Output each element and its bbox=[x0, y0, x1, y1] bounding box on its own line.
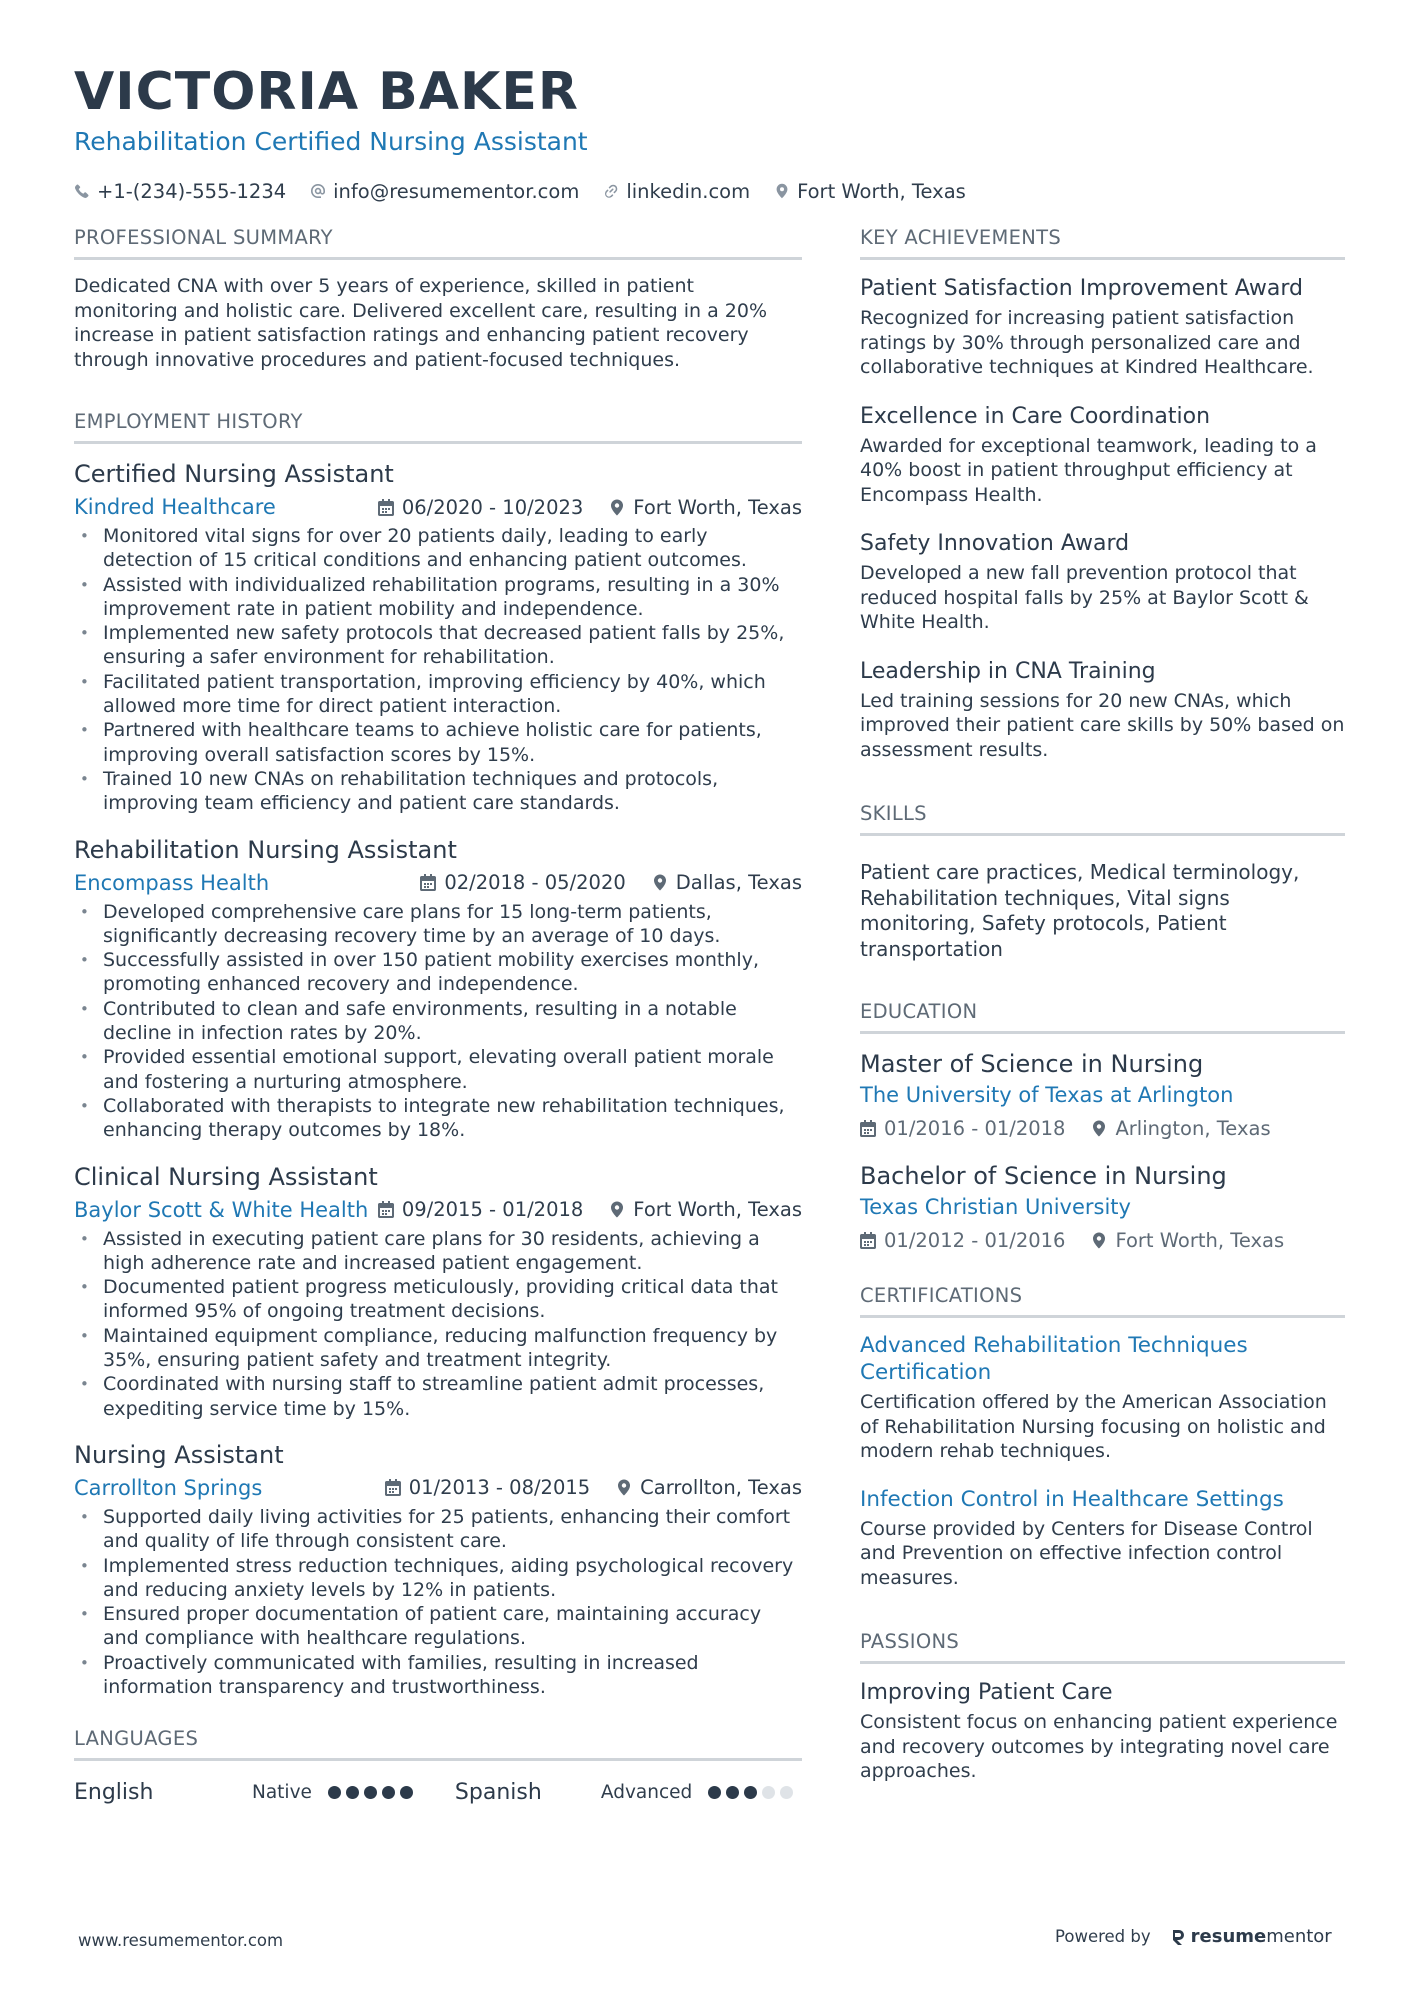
achievement-item bbox=[860, 274, 1345, 380]
job-bullets bbox=[74, 1505, 802, 1699]
job-bullet: • Ensured proper documentation of patient care, maintaining accuracy and compliance with healthcare regulations. bbox=[74, 1602, 802, 1651]
job-title: Clinical Nursing Assistant bbox=[74, 1162, 378, 1191]
job-dates-text: 09/2015 - 01/2018 bbox=[401, 1198, 584, 1222]
certification-title: Infection Control in Healthcare Settings bbox=[860, 1486, 1284, 1512]
rating-dot-filled bbox=[328, 1786, 341, 1799]
education-section bbox=[860, 1000, 1345, 1254]
contact-email-text[interactable]: info@resumementor.com bbox=[333, 179, 580, 203]
education-meta bbox=[860, 1226, 1345, 1254]
job-dates bbox=[385, 1476, 590, 1499]
passions-section bbox=[860, 1630, 1345, 1784]
job-bullet: • Collaborated with therapists to integrate new rehabilitation techniques, enhancing therapy outcomes by 18%. bbox=[74, 1094, 802, 1143]
job-entry bbox=[74, 1439, 802, 1699]
job-bullet: • Supported daily living activities for 25 patients, enhancing their comfort and quality of life through consistent care. bbox=[74, 1505, 802, 1554]
language-rating bbox=[708, 1786, 793, 1799]
rating-dot-filled bbox=[744, 1786, 757, 1799]
job-bullet: • Coordinated with nursing staff to streamline patient admit processes, expediting service time by 15%. bbox=[74, 1372, 802, 1421]
summary-heading: PROFESSIONAL SUMMARY bbox=[74, 226, 802, 260]
job-bullet: • Documented patient progress meticulously, providing critical data that informed 95% of ongoing treatment decisions. bbox=[74, 1275, 802, 1324]
certification-desc: Course provided by Centers for Disease Control and Prevention on effective infection control measures. bbox=[860, 1517, 1313, 1589]
achievements-heading: KEY ACHIEVEMENTS bbox=[860, 226, 1345, 260]
job-bullet: • Successfully assisted in over 150 patient mobility exercises monthly, promoting enhanced recovery and independence. bbox=[74, 948, 802, 997]
job-location-text: Fort Worth, Texas bbox=[633, 1198, 802, 1222]
achievement-desc: Recognized for increasing patient satisfaction ratings by 30% through personalized care and collaborative techniques at Kindred Healthcare. bbox=[860, 307, 1314, 378]
job-meta bbox=[74, 1473, 802, 1503]
job-bullet: • Trained 10 new CNAs on rehabilitation techniques and protocols, improving team efficiency and patient care standards. bbox=[74, 767, 802, 816]
certification-desc: Certification offered by the American Association of Rehabilitation Nursing focusing on holistic and modern rehab techniques. bbox=[860, 1391, 1327, 1462]
education-dates bbox=[860, 1229, 1065, 1252]
job-meta bbox=[74, 492, 802, 522]
job-bullets bbox=[74, 1227, 802, 1421]
language-rating bbox=[328, 1786, 413, 1799]
achievement-desc: Led training sessions for 20 new CNAs, which improved their patient care skills by 50% based on assessment results. bbox=[860, 689, 1345, 761]
job-bullet: • Assisted with individualized rehabilitation programs, resulting in a 30% improvement rate in patient mobility and independence. bbox=[74, 573, 802, 622]
job-dates-text: 06/2020 - 10/2023 bbox=[401, 495, 584, 519]
calendar-icon bbox=[860, 1120, 876, 1137]
employment-heading: EMPLOYMENT HISTORY bbox=[74, 410, 802, 444]
education-meta bbox=[860, 1114, 1345, 1142]
skills-text: Patient care practices, Medical terminology, Rehabilitation techniques, Vital signs monitoring, Safety protocols, Patient transportation bbox=[860, 860, 1300, 961]
education-degree: Master of Science in Nursing bbox=[860, 1050, 1204, 1078]
achievement-title: Patient Satisfaction Improvement Award bbox=[860, 276, 1303, 301]
job-bullet: • Implemented new safety protocols that decreased patient falls by 25%, ensuring a safer environment for rehabilitation. bbox=[74, 621, 802, 670]
achievement-desc: Developed a new fall prevention protocol that reduced hospital falls by 25% at Baylor Scott & White Health. bbox=[860, 562, 1309, 633]
certification-title: Advanced Rehabilitation Techniques Certification bbox=[860, 1333, 1248, 1385]
contact-phone bbox=[74, 180, 286, 203]
job-dates-text: 02/2018 - 05/2020 bbox=[444, 871, 626, 895]
job-bullet: • Proactively communicated with families, resulting in increased information transparency and trustworthiness. bbox=[74, 1651, 802, 1700]
contact-location-text: Fort Worth, Texas bbox=[797, 179, 966, 203]
location-icon bbox=[652, 874, 668, 891]
rating-dot-filled bbox=[346, 1786, 359, 1799]
skills-heading: SKILLS bbox=[860, 802, 1345, 836]
contact-linkedin[interactable] bbox=[603, 180, 750, 203]
job-bullet: • Monitored vital signs for over 20 patients daily, leading to early detection of 15 critical conditions and enhancing patient outcomes. bbox=[74, 524, 802, 573]
job-company: Kindred Healthcare bbox=[74, 495, 276, 519]
certification-item bbox=[860, 1486, 1345, 1591]
job-bullet: • Contributed to clean and safe environments, resulting in a notable decline in infection rates by 20%. bbox=[74, 997, 802, 1046]
education-school: Texas Christian University bbox=[860, 1195, 1131, 1219]
achievement-title: Safety Innovation Award bbox=[860, 531, 1130, 556]
job-bullet: • Maintained equipment compliance, reducing malfunction frequency by 35%, ensuring patient safety and treatment integrity. bbox=[74, 1324, 802, 1373]
employment-section bbox=[74, 410, 802, 1699]
education-item bbox=[860, 1048, 1345, 1142]
location-icon bbox=[609, 499, 625, 516]
job-location-text: Carrollton, Texas bbox=[640, 1476, 802, 1500]
location-icon bbox=[616, 1479, 632, 1496]
footer-branding bbox=[1055, 1926, 1332, 1947]
passion-title: Improving Patient Care bbox=[860, 1680, 1113, 1705]
link-icon bbox=[603, 183, 619, 199]
job-bullets bbox=[74, 524, 802, 816]
rating-dot-filled bbox=[364, 1786, 377, 1799]
job-title: Nursing Assistant bbox=[74, 1440, 284, 1469]
education-dates-text: 01/2016 - 01/2018 bbox=[884, 1116, 1066, 1140]
location-icon bbox=[609, 1201, 625, 1218]
job-location bbox=[609, 496, 802, 519]
achievement-item bbox=[860, 657, 1345, 763]
calendar-icon bbox=[860, 1232, 876, 1249]
footer-website[interactable]: www.resumementor.com bbox=[78, 1931, 284, 1950]
job-company: Encompass Health bbox=[74, 870, 270, 895]
job-dates bbox=[420, 871, 625, 894]
languages-heading: LANGUAGES bbox=[74, 1727, 802, 1761]
location-icon bbox=[1091, 1120, 1107, 1137]
education-heading: EDUCATION bbox=[860, 1000, 1345, 1034]
job-meta bbox=[74, 1195, 802, 1225]
passion-item bbox=[860, 1678, 1345, 1784]
job-location-text: Dallas, Texas bbox=[675, 871, 802, 895]
job-meta bbox=[74, 868, 802, 898]
location-icon bbox=[774, 183, 790, 199]
rating-dot-empty bbox=[762, 1786, 775, 1799]
phone-icon bbox=[74, 183, 90, 199]
job-dates-text: 01/2013 - 08/2015 bbox=[408, 1476, 591, 1500]
education-dates bbox=[860, 1117, 1065, 1140]
job-dates bbox=[378, 496, 583, 519]
contact-phone-text: +1-(234)-555-1234 bbox=[97, 179, 287, 203]
job-bullet: • Facilitated patient transportation, improving efficiency by 40%, which allowed more time for direct patient interaction. bbox=[74, 670, 802, 719]
achievement-title: Excellence in Care Coordination bbox=[860, 403, 1211, 429]
languages-row bbox=[74, 1775, 802, 1809]
job-company: Carrollton Springs bbox=[74, 1475, 263, 1500]
calendar-icon bbox=[385, 1479, 401, 1496]
education-location bbox=[1091, 1229, 1284, 1252]
education-degree: Bachelor of Science in Nursing bbox=[860, 1162, 1227, 1190]
education-location bbox=[1091, 1117, 1270, 1140]
language-level: Native bbox=[252, 1781, 312, 1803]
passions-heading: PASSIONS bbox=[860, 1630, 1345, 1664]
language-level: Advanced bbox=[600, 1781, 693, 1803]
job-entry bbox=[74, 458, 802, 816]
achievement-title: Leadership in CNA Training bbox=[860, 658, 1156, 684]
left-column bbox=[74, 226, 802, 1809]
job-location-text: Fort Worth, Texas bbox=[633, 495, 802, 519]
achievement-item bbox=[860, 529, 1345, 635]
education-dates-text: 01/2012 - 01/2016 bbox=[884, 1228, 1066, 1252]
at-icon bbox=[310, 183, 326, 199]
skills-section bbox=[860, 802, 1345, 962]
resumementor-logo-icon bbox=[1169, 1928, 1187, 1946]
job-location bbox=[616, 1476, 802, 1499]
candidate-name: VICTORIA BAKER bbox=[74, 62, 579, 122]
achievements-section bbox=[860, 226, 1345, 762]
candidate-role: Rehabilitation Certified Nursing Assistant bbox=[74, 127, 588, 156]
certification-item bbox=[860, 1332, 1345, 1464]
job-entry bbox=[74, 1161, 802, 1421]
job-bullets bbox=[74, 900, 802, 1143]
language-name: English bbox=[74, 1779, 154, 1805]
job-title: Rehabilitation Nursing Assistant bbox=[74, 835, 457, 864]
calendar-icon bbox=[378, 499, 394, 516]
education-location-text: Arlington, Texas bbox=[1115, 1116, 1271, 1140]
job-bullet: • Partnered with healthcare teams to achieve holistic care for patients, improving overall satisfaction scores by 15%. bbox=[74, 718, 802, 767]
powered-by-text: Powered by bbox=[1055, 1927, 1151, 1946]
education-location-text: Fort Worth, Texas bbox=[1115, 1228, 1285, 1252]
job-location bbox=[652, 871, 802, 894]
job-bullet: • Developed comprehensive care plans for 15 long-term patients, significantly decreasing recovery time by an average of 10 days. bbox=[74, 900, 802, 949]
job-dates bbox=[378, 1198, 583, 1221]
achievement-desc: Awarded for exceptional teamwork, leading to a 40% boost in patient throughput efficiency at Encompass Health. bbox=[860, 434, 1317, 506]
job-bullet: • Implemented stress reduction techniques, aiding psychological recovery and reducing anxiety levels by 12% in patients. bbox=[74, 1554, 802, 1603]
education-item bbox=[860, 1160, 1345, 1254]
job-location bbox=[609, 1198, 802, 1221]
location-icon bbox=[1091, 1232, 1107, 1249]
job-entry bbox=[74, 834, 802, 1143]
rating-dot-filled bbox=[400, 1786, 413, 1799]
education-school: The University of Texas at Arlington bbox=[860, 1083, 1234, 1107]
language-name: Spanish bbox=[454, 1779, 542, 1805]
job-bullet: • Assisted in executing patient care plans for 30 residents, achieving a high adherence rate and increased patient engagement. bbox=[74, 1227, 802, 1276]
contact-location bbox=[774, 180, 966, 203]
contact-linkedin-text[interactable]: linkedin.com bbox=[626, 179, 751, 203]
calendar-icon bbox=[378, 1201, 394, 1218]
calendar-icon bbox=[420, 874, 436, 891]
resume-header bbox=[74, 58, 1334, 206]
summary-section bbox=[74, 226, 802, 372]
job-title: Certified Nursing Assistant bbox=[74, 460, 394, 488]
job-company: Baylor Scott & White Health bbox=[74, 1197, 369, 1222]
certifications-heading: CERTIFICATIONS bbox=[860, 1284, 1345, 1318]
achievement-item bbox=[860, 402, 1345, 508]
contact-email[interactable] bbox=[310, 180, 579, 203]
job-bullet: • Provided essential emotional support, elevating overall patient morale and fostering a nurturing atmosphere. bbox=[74, 1045, 802, 1094]
rating-dot-filled bbox=[382, 1786, 395, 1799]
rating-dot-empty bbox=[780, 1786, 793, 1799]
brand-light: mentor bbox=[1266, 1926, 1332, 1947]
brand-bold: resume bbox=[1190, 1926, 1267, 1947]
rating-dot-filled bbox=[708, 1786, 721, 1799]
summary-text: Dedicated CNA with over 5 years of experience, skilled in patient monitoring and holistic care. Delivered excellent care, resulting in a 20% increase in patient satisfaction ratings and enhancing patient recovery through innovative procedures and patient-focused techniques. bbox=[74, 275, 768, 371]
certifications-section bbox=[860, 1284, 1345, 1590]
passion-desc: Consistent focus on enhancing patient experience and recovery outcomes by integrating novel care approaches. bbox=[860, 1711, 1338, 1782]
right-column bbox=[860, 226, 1345, 1806]
contact-bar bbox=[74, 176, 1334, 206]
brand-logo[interactable] bbox=[1169, 1926, 1332, 1947]
rating-dot-filled bbox=[726, 1786, 739, 1799]
languages-section bbox=[74, 1727, 802, 1809]
